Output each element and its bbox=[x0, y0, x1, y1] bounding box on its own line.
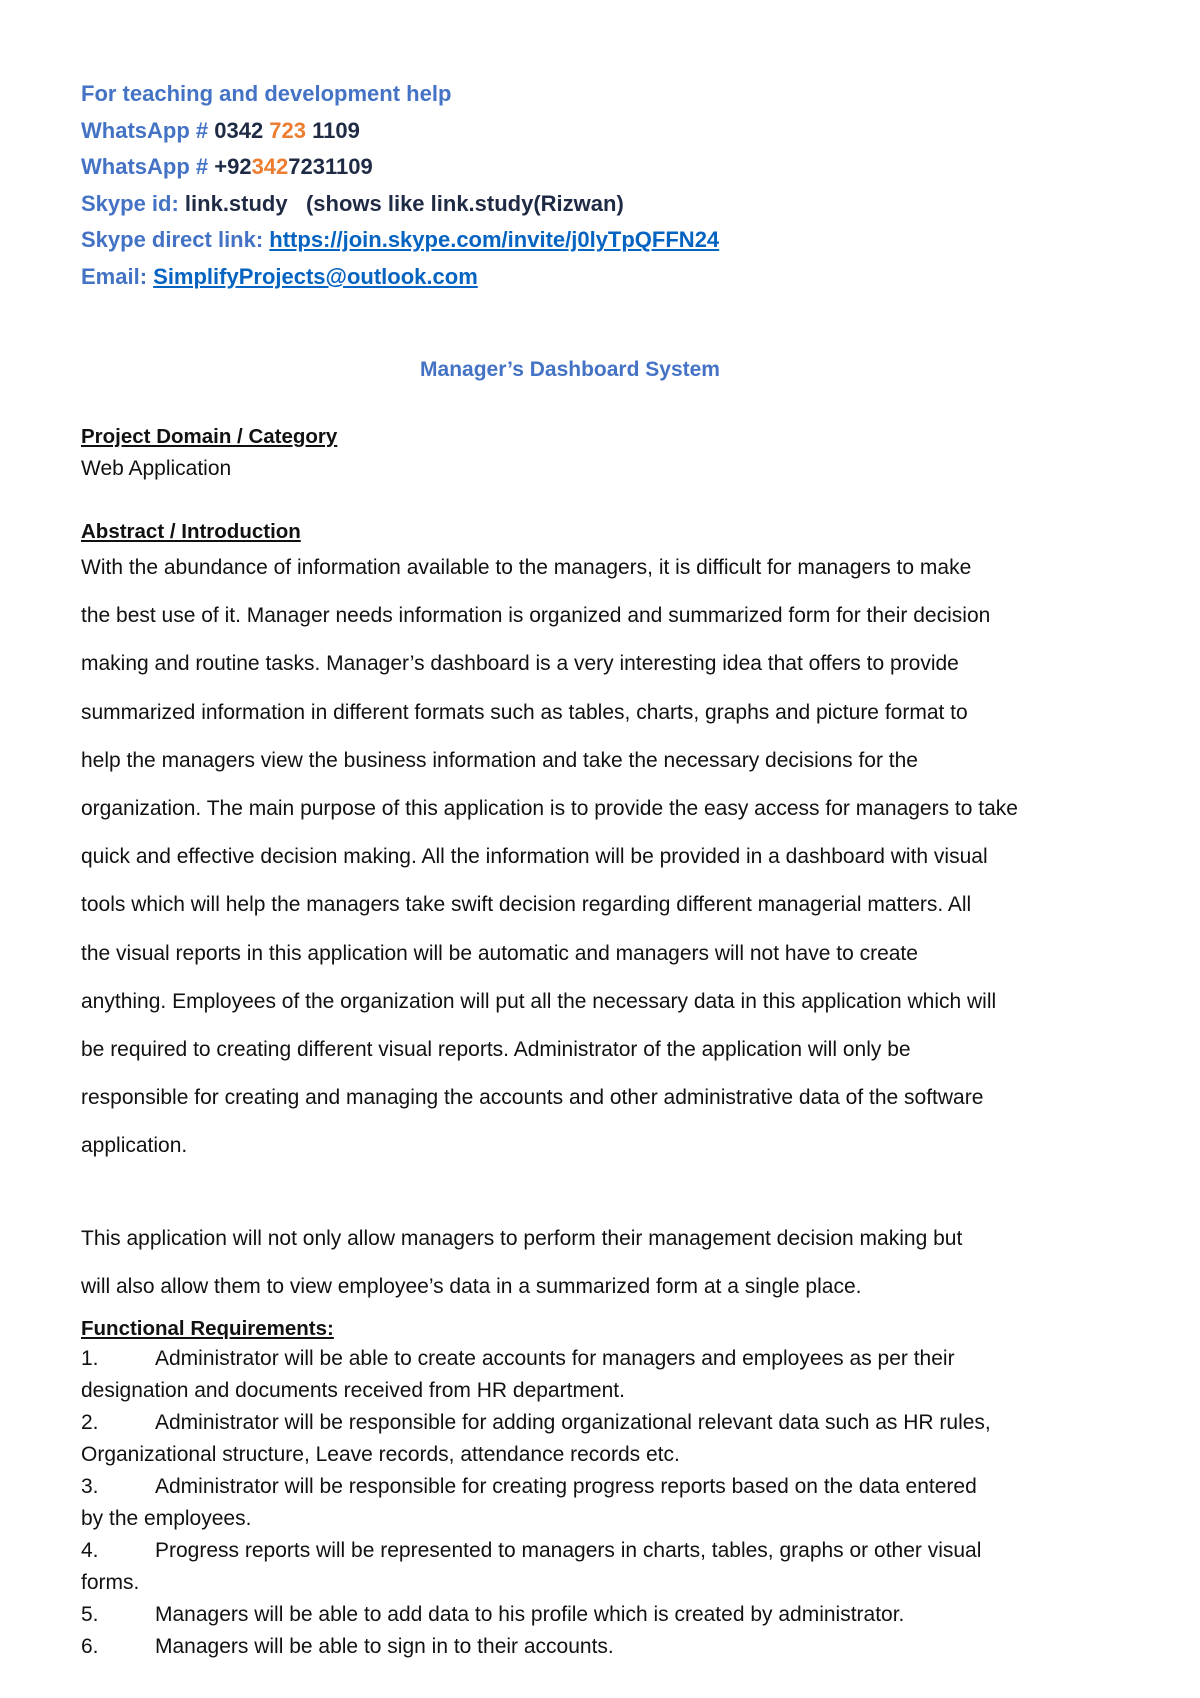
skype-direct-link[interactable]: https://join.skype.com/invite/j0lyTpQFFN24 bbox=[269, 227, 720, 253]
list-item bbox=[81, 1599, 1161, 1631]
paragraph-line: be required to creating different visual reports. Administrator of the application will only be bbox=[81, 1037, 911, 1061]
whatsapp-line-2 bbox=[81, 149, 719, 186]
paragraph-line: organization. The main purpose of this application is to provide the easy access for managers to take bbox=[81, 796, 1018, 820]
list-item bbox=[81, 1471, 1161, 1503]
list-item-text: Administrator will be responsible for creating progress reports based on the data entered bbox=[155, 1475, 977, 1498]
skype-id-value: link.study (shows like link.study(Rizwan) bbox=[184, 190, 624, 216]
paragraph-line: the best use of it. Manager needs information is organized and summarized form for their decision bbox=[81, 604, 991, 628]
domain-value: Web Application bbox=[81, 457, 232, 480]
list-item bbox=[81, 1631, 1161, 1663]
skype-id-line bbox=[81, 186, 719, 223]
list-item-text: Progress reports will be represented to managers in charts, tables, graphs or other visual bbox=[155, 1539, 982, 1562]
list-item-continuation: Organizational structure, Leave records, attendance records etc. bbox=[81, 1443, 680, 1466]
whatsapp-number-part: 7231109 bbox=[288, 154, 373, 180]
paragraph-line: the visual reports in this application will be automatic and managers will not have to create bbox=[81, 941, 918, 965]
list-item-number: 1. bbox=[81, 1347, 99, 1370]
list-item-number: 4. bbox=[81, 1539, 99, 1562]
list-item-number: 2. bbox=[81, 1411, 99, 1434]
list-item bbox=[81, 1343, 1161, 1375]
whatsapp-number-part: 1109 bbox=[306, 117, 360, 143]
contact-block bbox=[81, 76, 719, 296]
whatsapp-label: WhatsApp # bbox=[81, 117, 215, 143]
requirements-list bbox=[81, 1343, 1161, 1663]
paragraph-line: will also allow them to view employee’s data in a summarized form at a single place. bbox=[81, 1275, 862, 1299]
abstract-heading: Abstract / Introduction bbox=[81, 520, 301, 543]
list-item-text: Administrator will be able to create accounts for managers and employees as per their bbox=[155, 1347, 955, 1370]
paragraph-line: summarized information in different formats such as tables, charts, graphs and picture format to bbox=[81, 700, 968, 724]
skype-link-line bbox=[81, 222, 719, 259]
email-label: Email: bbox=[81, 263, 154, 289]
paragraph-line: help the managers view the business information and take the necessary decisions for the bbox=[81, 748, 918, 772]
paragraph-line: responsible for creating and managing the accounts and other administrative data of the software bbox=[81, 1086, 984, 1110]
paragraph-line: With the abundance of information available to the managers, it is difficult for managers to make bbox=[81, 556, 972, 579]
list-item-continuation: designation and documents received from HR department. bbox=[81, 1379, 625, 1402]
list-item-continuation: forms. bbox=[81, 1571, 140, 1594]
paragraph-line: tools which will help the managers take swift decision regarding different managerial matters. All bbox=[81, 893, 972, 917]
whatsapp-number-part: +92 bbox=[214, 154, 252, 180]
help-line: For teaching and development help bbox=[81, 81, 452, 106]
list-item-text: Administrator will be responsible for adding organizational relevant data such as HR rules, bbox=[155, 1411, 991, 1434]
list-item-number: 5. bbox=[81, 1603, 99, 1626]
paragraph-line: making and routine tasks. Manager’s dashboard is a very interesting idea that offers to provide bbox=[81, 652, 959, 676]
abstract-paragraph-2 bbox=[81, 1215, 962, 1311]
paragraph-line: quick and effective decision making. All the information will be provided in a dashboard with visual bbox=[81, 845, 988, 869]
whatsapp-label: WhatsApp # bbox=[81, 154, 215, 180]
whatsapp-line-1 bbox=[81, 113, 719, 150]
paragraph-line: application. bbox=[81, 1134, 188, 1158]
whatsapp-number-part: 723 bbox=[269, 117, 307, 143]
list-item-number: 3. bbox=[81, 1475, 99, 1498]
list-item-text: Managers will be able to add data to his profile which is created by administrator. bbox=[155, 1603, 905, 1626]
functional-requirements-heading: Functional Requirements: bbox=[81, 1317, 334, 1340]
document-title: Manager’s Dashboard System bbox=[420, 358, 720, 381]
list-item-text: Managers will be able to sign in to their accounts. bbox=[155, 1635, 614, 1658]
whatsapp-number-part: 342 bbox=[251, 154, 289, 180]
domain-heading: Project Domain / Category bbox=[81, 425, 338, 448]
list-item-continuation: by the employees. bbox=[81, 1507, 252, 1530]
list-item-number: 6. bbox=[81, 1635, 99, 1658]
skype-link-label: Skype direct link: bbox=[81, 227, 270, 253]
whatsapp-number-part: 0342 bbox=[214, 117, 270, 143]
list-item bbox=[81, 1535, 1161, 1567]
paragraph-line: This application will not only allow managers to perform their management decision making but bbox=[81, 1227, 963, 1250]
skype-id-label: Skype id: bbox=[81, 190, 185, 216]
email-line bbox=[81, 259, 719, 296]
list-item bbox=[81, 1407, 1161, 1439]
abstract-paragraph bbox=[81, 544, 1161, 1170]
paragraph-line: anything. Employees of the organization will put all the necessary data in this application which will bbox=[81, 989, 997, 1013]
email-link[interactable]: SimplifyProjects@outlook.com bbox=[153, 263, 478, 289]
